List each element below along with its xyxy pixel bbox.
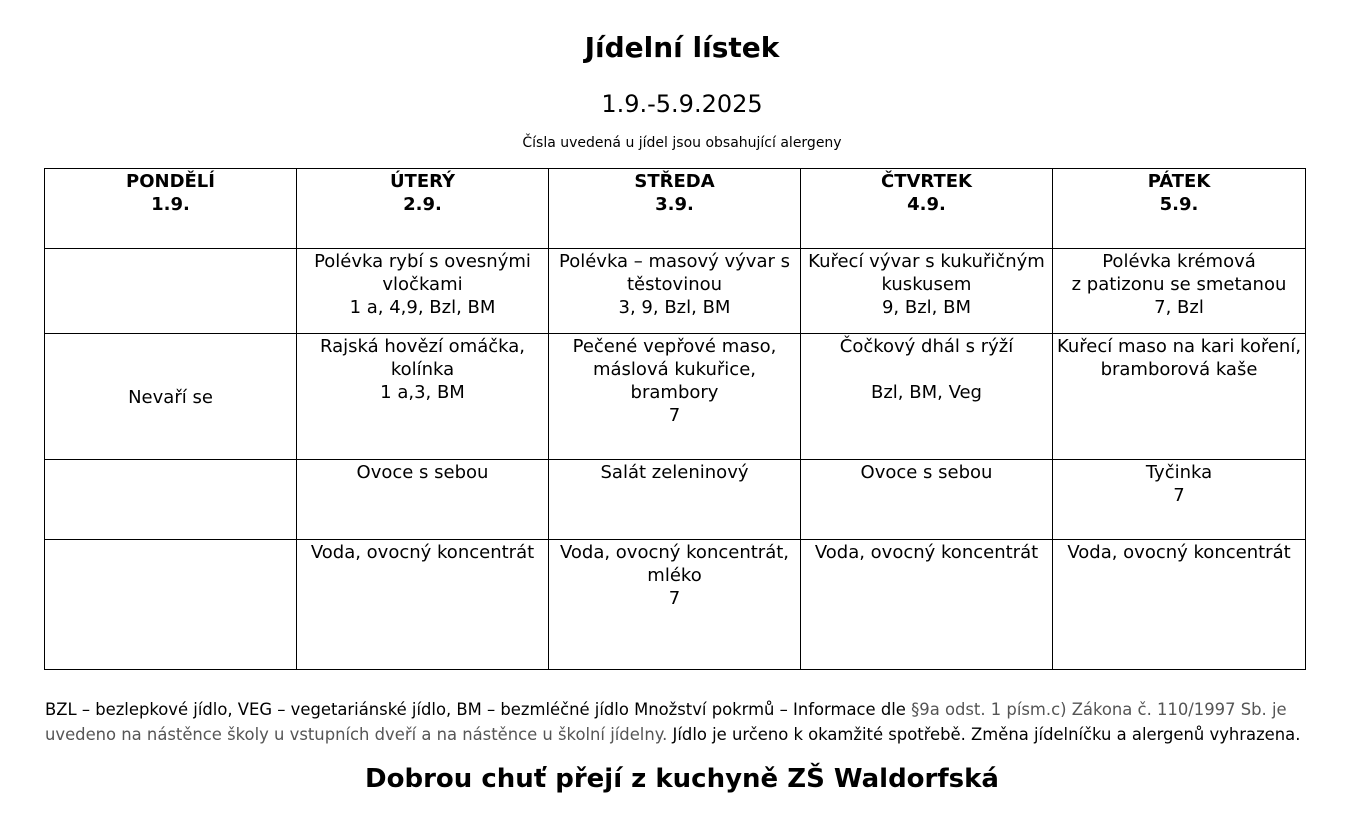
legend-part-2: §9a odst. 1 písm.c) Zákona č. 110/1997 Sb. je uvedeno na nástěnce školy u vstupních dveří a na nástěnce u školní jídelny. — [45, 700, 1287, 744]
drink-cell-thursday: Voda, ovocný koncentrát — [801, 540, 1053, 670]
day-header-monday — [45, 169, 297, 249]
drink-row — [45, 540, 1306, 670]
day-date: 1.9. — [151, 194, 190, 215]
legend-part-1: BZL – bezlepkové jídlo, VEG – vegetariánské jídlo, BM – bezmléčné jídlo Množství pokrmů – Informace dle — [45, 700, 912, 719]
day-header-friday — [1053, 169, 1306, 249]
day-date: 3.9. — [655, 194, 694, 215]
main-dish-row — [45, 334, 1306, 460]
legend-part-3: Jídlo je určeno k okamžité spotřebě. Změna jídelníčku a alergenů vyhrazena. — [667, 725, 1301, 744]
soup-cell-tuesday: Polévka rybí s ovesnými vločkami 1 a, 4,9, Bzl, BM — [297, 249, 549, 334]
menu-table — [44, 168, 1306, 670]
day-name: ČTVRTEK — [881, 171, 972, 192]
main-cell-thursday: Čočkový dhál s rýží Bzl, BM, Veg — [801, 334, 1053, 460]
side-row — [45, 460, 1306, 540]
day-name: ÚTERÝ — [389, 171, 456, 192]
day-name: PÁTEK — [1147, 171, 1211, 192]
soup-cell-thursday: Kuřecí vývar s kukuřičným kuskusem 9, Bzl, BM — [801, 249, 1053, 334]
soup-row — [45, 249, 1306, 334]
main-cell-friday: Kuřecí maso na kari koření, bramborová kaše — [1053, 334, 1306, 460]
monday-closed-cell: Nevaří se — [45, 334, 297, 460]
day-date: 5.9. — [1159, 194, 1199, 215]
side-cell-tuesday: Ovoce s sebou — [297, 460, 549, 540]
soup-cell-wednesday: Polévka – masový vývar s těstovinou 3, 9, Bzl, BM — [549, 249, 801, 334]
main-cell-tuesday: Rajská hovězí omáčka, kolínka 1 a,3, BM — [297, 334, 549, 460]
day-header-row — [45, 169, 1306, 249]
side-cell-wednesday: Salát zeleninový — [549, 460, 801, 540]
day-date: 2.9. — [403, 194, 442, 215]
drink-cell-tuesday: Voda, ovocný koncentrát — [297, 540, 549, 670]
day-date: 4.9. — [907, 194, 946, 215]
date-range: 1.9.-5.9.2025 — [601, 90, 763, 118]
allergen-note: Čísla uvedená u jídel jsou obsahující alergeny — [522, 135, 842, 151]
side-cell-thursday: Ovoce s sebou — [801, 460, 1053, 540]
soup-cell-friday: Polévka krémová z patizonu se smetanou 7, Bzl — [1053, 249, 1306, 334]
soup-cell-monday — [45, 249, 297, 334]
legend-text — [45, 697, 1315, 747]
day-header-thursday — [801, 169, 1053, 249]
main-cell-wednesday: Pečené vepřové maso, máslová kukuřice, brambory 7 — [549, 334, 801, 460]
day-header-wednesday — [549, 169, 801, 249]
drink-cell-wednesday: Voda, ovocný koncentrát, mléko 7 — [549, 540, 801, 670]
drink-cell-monday — [45, 540, 297, 670]
drink-cell-friday: Voda, ovocný koncentrát — [1053, 540, 1306, 670]
footer-greeting: Dobrou chuť přejí z kuchyně ZŠ Waldorfská — [365, 764, 999, 794]
menu-title: Jídelní lístek — [584, 31, 780, 64]
day-name: STŘEDA — [634, 171, 715, 192]
day-name: PONDĚLÍ — [126, 171, 215, 192]
side-cell-friday: Tyčinka 7 — [1053, 460, 1306, 540]
day-header-tuesday — [297, 169, 549, 249]
side-cell-monday — [45, 460, 297, 540]
